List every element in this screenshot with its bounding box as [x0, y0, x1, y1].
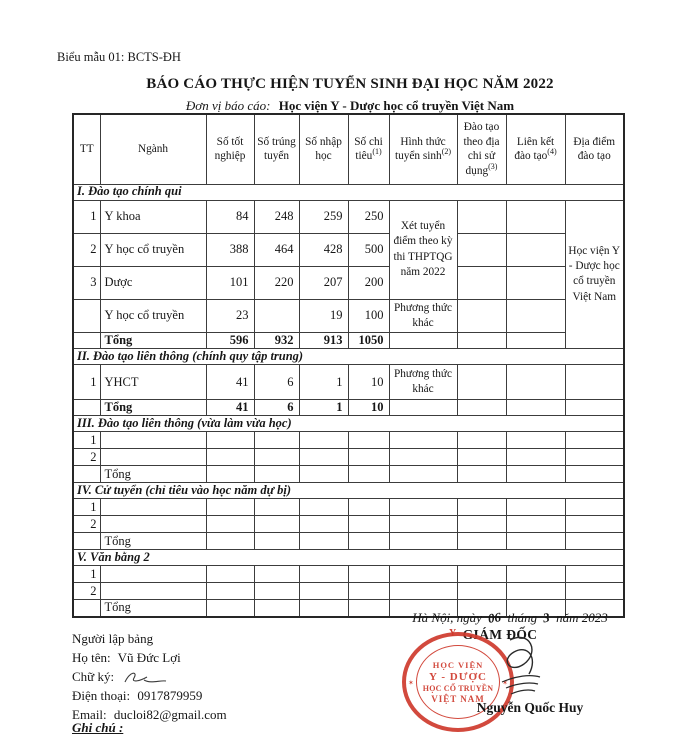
table-row [73, 266, 624, 299]
merged-text-cell: Phương thức khác [389, 365, 457, 400]
note-label: Ghi chú : [72, 720, 124, 735]
value-cell [457, 299, 506, 333]
value-cell: 41 [206, 365, 254, 400]
merged-text-cell [389, 566, 457, 583]
value-cell [457, 466, 506, 483]
value-cell: 428 [299, 233, 348, 266]
merged-text-cell [389, 466, 457, 483]
value-cell: 596 [206, 333, 254, 349]
table-row [73, 566, 624, 583]
value-cell: 41 [206, 400, 254, 416]
section-title: I. Đào tạo chính qui [73, 184, 624, 200]
table-row [73, 200, 624, 233]
value-cell [254, 449, 299, 466]
value-cell [457, 200, 506, 233]
nganh-cell: Tổng [100, 400, 206, 416]
value-cell [299, 583, 348, 600]
merged-text-cell [389, 333, 457, 349]
value-cell: 19 [299, 299, 348, 333]
merged-text-cell [389, 533, 457, 550]
value-cell [206, 449, 254, 466]
value-cell [299, 566, 348, 583]
value-cell [206, 600, 254, 617]
value-cell [254, 432, 299, 449]
table-row [73, 114, 624, 184]
table-row [73, 449, 624, 466]
date-line [360, 610, 660, 626]
value-cell [206, 566, 254, 583]
row-number-cell: 3 [73, 266, 100, 299]
value-cell: 388 [206, 233, 254, 266]
value-cell [457, 432, 506, 449]
value-cell [506, 449, 565, 466]
value-cell [254, 600, 299, 617]
column-header: Số nhập học [299, 114, 348, 184]
column-header: Hình thức tuyển $\sinh^{(2)}$ [389, 114, 457, 184]
date-month: 3 [542, 609, 551, 626]
preparer-name: Vũ Đức Lợi [117, 650, 181, 665]
nganh-cell: Y học cổ truyền [100, 233, 206, 266]
column-header: TT [73, 114, 100, 184]
value-cell: 101 [206, 266, 254, 299]
value-cell [206, 432, 254, 449]
table-row [73, 365, 624, 400]
column-header: Số trúng tuyển [254, 114, 299, 184]
row-number-cell [73, 533, 100, 550]
value-cell [299, 449, 348, 466]
value-cell [506, 299, 565, 333]
nganh-cell [100, 516, 206, 533]
value-cell [506, 533, 565, 550]
row-number-cell [73, 400, 100, 416]
value-cell [457, 266, 506, 299]
stamp-line-3: HỌC CỔ TRUYỀN [422, 684, 494, 693]
stamp-arc-mark: Y [449, 628, 457, 639]
table-row [73, 533, 624, 550]
value-cell [348, 583, 389, 600]
value-cell [506, 583, 565, 600]
merged-text-cell [389, 499, 457, 516]
table-row [73, 349, 624, 365]
date-thang: tháng [507, 610, 538, 625]
nganh-cell [100, 499, 206, 516]
row-number-cell: 1 [73, 566, 100, 583]
table-row [73, 550, 624, 566]
nganh-cell: YHCT [100, 365, 206, 400]
value-cell [565, 533, 624, 550]
table-row [73, 233, 624, 266]
value-cell [206, 583, 254, 600]
merged-text-cell [389, 516, 457, 533]
stamp-line-1: HỌC VIỆN [432, 660, 484, 670]
value-cell [457, 566, 506, 583]
value-cell [457, 516, 506, 533]
value-cell [457, 499, 506, 516]
value-cell [457, 449, 506, 466]
value-cell: 84 [206, 200, 254, 233]
director-title: GIÁM ĐỐC [462, 627, 538, 642]
value-cell [506, 516, 565, 533]
value-cell [457, 533, 506, 550]
value-cell [299, 516, 348, 533]
value-cell [457, 233, 506, 266]
director-name: Nguyễn Quốc Huy [476, 700, 584, 715]
value-cell [206, 499, 254, 516]
nganh-cell [100, 449, 206, 466]
value-cell [506, 466, 565, 483]
value-cell [506, 266, 565, 299]
row-number-cell: 2 [73, 233, 100, 266]
preparer-signature-icon [121, 669, 169, 687]
stamp-line-2: Y - DƯỢC [429, 671, 487, 683]
value-cell [506, 499, 565, 516]
value-cell [457, 365, 506, 400]
value-cell: 23 [206, 299, 254, 333]
row-number-cell: 2 [73, 449, 100, 466]
value-cell [565, 499, 624, 516]
value-cell [506, 200, 565, 233]
nganh-cell [100, 583, 206, 600]
table-row [73, 583, 624, 600]
value-cell [206, 466, 254, 483]
table-row [73, 299, 624, 333]
nganh-cell: Dược [100, 266, 206, 299]
row-number-cell: 1 [73, 200, 100, 233]
value-cell: 10 [348, 400, 389, 416]
value-cell: 913 [299, 333, 348, 349]
value-cell: 6 [254, 400, 299, 416]
date-suffix: năm 2023 [556, 610, 608, 625]
column-header: Liên kết đào tạo$^{(4)}$ [506, 114, 565, 184]
value-cell: 207 [299, 266, 348, 299]
section-title: IV. Cử tuyển (chỉ tiêu vào học năm dự bị) [73, 483, 624, 499]
date-prefix: Hà Nội, ngày [412, 610, 482, 625]
value-cell [299, 432, 348, 449]
nganh-cell: Y học cổ truyền [100, 299, 206, 333]
value-cell [457, 400, 506, 416]
merged-text-cell [389, 432, 457, 449]
value-cell [348, 432, 389, 449]
report-unit-name: Học viện Y - Dược học cổ truyền Việt Nam [278, 98, 515, 113]
nganh-cell [100, 566, 206, 583]
value-cell [506, 333, 565, 349]
value-cell [348, 466, 389, 483]
merged-text-cell [389, 583, 457, 600]
preparer-role: Người lập bảng [72, 631, 154, 646]
value-cell [299, 533, 348, 550]
table-row [73, 400, 624, 416]
section-title: III. Đào tạo liên thông (vừa làm vừa học) [73, 416, 624, 432]
value-cell [254, 583, 299, 600]
value-cell [254, 499, 299, 516]
value-cell [457, 333, 506, 349]
value-cell [299, 499, 348, 516]
value-cell [457, 583, 506, 600]
value-cell [565, 466, 624, 483]
value-cell [506, 432, 565, 449]
row-number-cell: 2 [73, 516, 100, 533]
column-header: Đào tạo theo địa chi sử dụng$^{(3)}$ [457, 114, 506, 184]
stamp-star-right-icon: ✶ [502, 679, 508, 688]
value-cell [348, 449, 389, 466]
value-cell: 500 [348, 233, 389, 266]
value-cell [254, 516, 299, 533]
nganh-cell: Tổng [100, 466, 206, 483]
value-cell: 1050 [348, 333, 389, 349]
merged-text-cell [389, 400, 457, 416]
row-number-cell [73, 466, 100, 483]
preparer-email: ducloi82@gmail.com [113, 707, 227, 722]
value-cell [254, 299, 299, 333]
merged-text-cell [389, 449, 457, 466]
row-number-cell: 1 [73, 365, 100, 400]
page-title: BÁO CÁO THỰC HIỆN TUYỂN SINH ĐẠI HỌC NĂM 2022 [146, 76, 554, 92]
preparer-signature-label: Chữ ký: [72, 669, 115, 684]
value-cell [348, 499, 389, 516]
value-cell [254, 533, 299, 550]
value-cell [565, 583, 624, 600]
merged-text-cell: Phương thức khác [389, 299, 457, 333]
report-table [72, 113, 625, 618]
value-cell: 220 [254, 266, 299, 299]
stamp-star-left-icon: ✶ [408, 679, 414, 688]
section-title: II. Đào tạo liên thông (chính quy tập trung) [73, 349, 624, 365]
table-row [73, 432, 624, 449]
table-body [73, 114, 624, 617]
preparer-block [72, 630, 231, 725]
merged-text-cell: Học viện Y - Dược học cổ truyền Việt Nam [565, 200, 624, 349]
value-cell: 100 [348, 299, 389, 333]
value-cell: 248 [254, 200, 299, 233]
value-cell: 6 [254, 365, 299, 400]
value-cell: 1 [299, 365, 348, 400]
row-number-cell [73, 333, 100, 349]
value-cell [565, 365, 624, 400]
nganh-cell: Tổng [100, 600, 206, 617]
value-cell [506, 365, 565, 400]
table-row [73, 516, 624, 533]
report-unit-label: Đơn vị báo cáo: [185, 98, 271, 113]
value-cell [254, 466, 299, 483]
table-row [73, 483, 624, 499]
preparer-name-label: Họ tên: [72, 650, 111, 665]
date-day: 06 [487, 609, 503, 626]
preparer-phone-label: Điện thoại: [72, 688, 131, 703]
value-cell: 250 [348, 200, 389, 233]
form-code: Biểu mẫu 01: BCTS-ĐH [57, 50, 181, 64]
value-cell [506, 566, 565, 583]
value-cell [206, 516, 254, 533]
value-cell [299, 600, 348, 617]
preparer-phone: 0917879959 [137, 688, 203, 703]
value-cell [348, 516, 389, 533]
value-cell [565, 516, 624, 533]
value-cell [565, 432, 624, 449]
director-signature-icon [472, 630, 550, 704]
section-title: V. Văn bằng 2 [73, 550, 624, 566]
value-cell [348, 533, 389, 550]
merged-text-cell: Xét tuyển điểm theo kỳ thi THPTQG năm 2022 [389, 200, 457, 299]
value-cell [348, 566, 389, 583]
value-cell: 932 [254, 333, 299, 349]
table-row [73, 466, 624, 483]
value-cell [506, 400, 565, 416]
table-row [73, 416, 624, 432]
value-cell: 200 [348, 266, 389, 299]
value-cell: 10 [348, 365, 389, 400]
nganh-cell: Y khoa [100, 200, 206, 233]
row-number-cell [73, 299, 100, 333]
nganh-cell: Tổng [100, 333, 206, 349]
value-cell [254, 566, 299, 583]
value-cell: 464 [254, 233, 299, 266]
value-cell [565, 449, 624, 466]
nganh-cell [100, 432, 206, 449]
row-number-cell: 1 [73, 499, 100, 516]
column-header: Số chi tiêu$^{(1)}$ [348, 114, 389, 184]
column-header: Địa điểm đào tạo [565, 114, 624, 184]
column-header: Số tốt nghiệp [206, 114, 254, 184]
value-cell [299, 466, 348, 483]
row-number-cell: 1 [73, 432, 100, 449]
value-cell [565, 400, 624, 416]
value-cell [565, 566, 624, 583]
table-row [73, 499, 624, 516]
stamp-line-4: VIỆT NAM [431, 694, 485, 704]
value-cell: 1 [299, 400, 348, 416]
table-row [73, 184, 624, 200]
report-unit-line [0, 98, 700, 114]
row-number-cell [73, 600, 100, 617]
value-cell [206, 533, 254, 550]
preparer-email-label: Email: [72, 707, 107, 722]
column-header: Ngành [100, 114, 206, 184]
value-cell [506, 233, 565, 266]
value-cell: 259 [299, 200, 348, 233]
nganh-cell: Tổng [100, 533, 206, 550]
table-row [73, 333, 624, 349]
row-number-cell: 2 [73, 583, 100, 600]
